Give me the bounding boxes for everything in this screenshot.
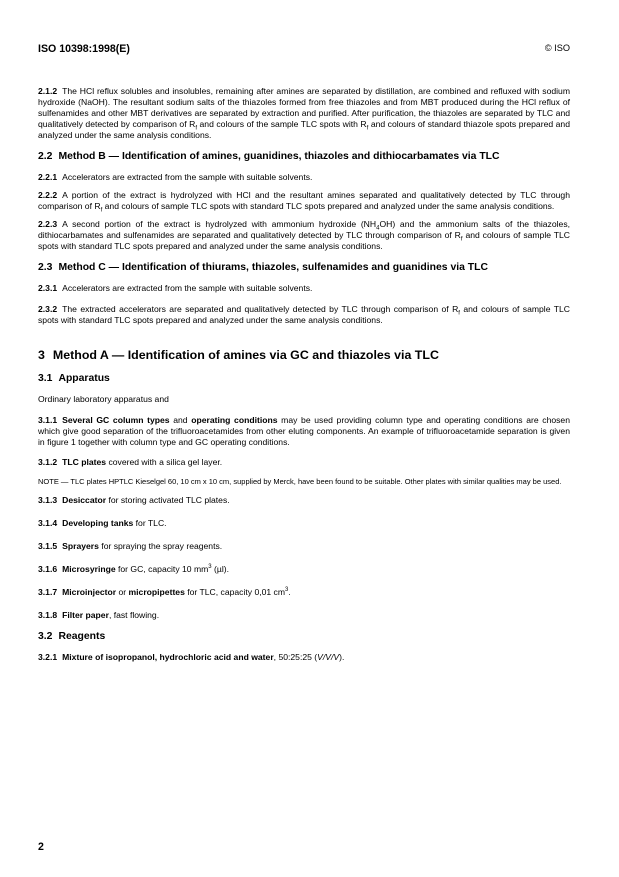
clause-text: for TLC. xyxy=(133,518,167,528)
clause-2-1-2 xyxy=(38,86,570,141)
heading-number: 2.2 xyxy=(38,151,53,162)
clause-text: , fast flowing. xyxy=(108,610,160,620)
clause-2-2-3 xyxy=(38,219,570,252)
clause-number: 3.1.8 xyxy=(38,610,58,620)
clause-3-2-1 xyxy=(38,652,570,663)
clause-number: 3.2.1 xyxy=(38,652,58,662)
clause-text: and colours of standard thiazole spots prepared and analyzed under the same analysis conditions. xyxy=(38,119,570,140)
clause-text: for TLC, capacity 0,01 cm xyxy=(184,587,286,597)
heading-title: Method C — Identification of thiurams, thiazoles, sulfenamides and guanidines via TLC xyxy=(58,262,488,273)
clause-3-1-7 xyxy=(38,587,570,598)
clause-text: Accelerators are extracted from the sample with suitable solvents. xyxy=(62,172,313,182)
clause-text: covered with a silica gel layer. xyxy=(106,457,223,467)
clause-text: and colours of sample TLC spots with standard TLC spots prepared and analyzed under the same analysis conditions. xyxy=(38,304,570,325)
clause-text: for GC, capacity 10 mm xyxy=(115,564,209,574)
clause-text: . xyxy=(288,587,291,597)
clause-text: and colours of sample TLC spots with standard TLC spots prepared and analyzed under the same analysis conditions. xyxy=(102,201,555,211)
clause-2-2-1 xyxy=(38,172,570,183)
clause-number: 3.1.5 xyxy=(38,541,58,551)
heading-number: 3.2 xyxy=(38,631,53,642)
clause-text: for storing activated TLC plates. xyxy=(106,495,230,505)
term-bold: Sprayers xyxy=(62,541,99,551)
term-bold: Developing tanks xyxy=(62,518,134,528)
clause-number: 3.1.1 xyxy=(38,415,58,425)
standard-id: ISO 10398:1998(E) xyxy=(38,43,130,55)
clause-number: 2.2.2 xyxy=(38,190,58,200)
heading-title: Apparatus xyxy=(58,373,110,384)
clause-text: , 50:25:25 ( xyxy=(273,652,318,662)
clause-number: 3.1.4 xyxy=(38,518,58,528)
heading-number: 3 xyxy=(38,348,45,362)
subscript-f: f xyxy=(366,125,369,132)
clause-text: A second portion of the extract is hydrolyzed with ammonium hydroxide (NH xyxy=(62,219,377,229)
clause-number: 2.1.2 xyxy=(38,86,58,96)
ratio-units: V/V/V xyxy=(317,652,340,662)
copyright-mark: © ISO xyxy=(544,43,570,53)
clause-number: 3.1.3 xyxy=(38,495,58,505)
heading-2-2 xyxy=(38,150,570,163)
term-bold: Filter paper xyxy=(62,610,109,620)
clause-3-1-8 xyxy=(38,610,570,621)
clause-3-1-1 xyxy=(38,415,570,448)
clause-text: ). xyxy=(339,652,345,662)
clause-text: (µl). xyxy=(211,564,229,574)
apparatus-intro: Ordinary laboratory apparatus and xyxy=(38,394,169,404)
subscript-4: 4 xyxy=(376,225,380,232)
heading-title: Method A — Identification of amines via GC and thiazoles via TLC xyxy=(52,348,439,362)
clause-text: and colours of the sample TLC spots with R xyxy=(197,119,367,129)
clause-text: Accelerators are extracted from the sample with suitable solvents. xyxy=(62,283,313,293)
clause-number: 2.2.3 xyxy=(38,219,58,229)
clause-text: may be used providing column type and operating conditions are chosen which give good separation of the trifluoroacetamides from other eluting components. An example of trifluoroacetamide separation is given in figure 1 together with column type and GC operating conditions. xyxy=(38,415,570,447)
heading-title: Reagents xyxy=(58,631,106,642)
clause-2-2-2 xyxy=(38,190,570,212)
clause-number: 2.2.1 xyxy=(38,172,58,182)
term-bold: Desiccator xyxy=(62,495,107,505)
heading-3 xyxy=(38,348,570,363)
term-bold: Several GC column types xyxy=(62,415,170,425)
superscript-3: 3 xyxy=(208,564,212,571)
clause-3-1-2 xyxy=(38,457,570,468)
subscript-f: f xyxy=(100,207,103,214)
term-bold: operating conditions xyxy=(191,415,278,425)
heading-3-2 xyxy=(38,630,570,643)
clause-number: 3.1.6 xyxy=(38,564,58,574)
clause-2-3-1 xyxy=(38,283,570,294)
clause-number: 2.3.2 xyxy=(38,304,58,314)
clause-3-1-3 xyxy=(38,495,570,506)
clause-text: or xyxy=(116,587,129,597)
clause-text: for spraying the spray reagents. xyxy=(98,541,223,551)
term-bold: Microinjector xyxy=(62,587,117,597)
subscript-f: f xyxy=(195,125,197,132)
clause-3-1-5 xyxy=(38,541,570,552)
term-bold: micropipettes xyxy=(128,587,185,597)
page-number: 2 xyxy=(38,841,44,853)
page-body xyxy=(38,86,570,670)
clause-text: A portion of the extract is hydrolyzed with HCl and the resultant amines separated and qualitatively detected by TLC through comparison of R xyxy=(38,190,570,211)
term-bold: Microsyringe xyxy=(62,564,116,574)
clause-text: and xyxy=(169,415,192,425)
heading-number: 2.3 xyxy=(38,262,53,273)
note-3-1-2: NOTE — TLC plates HPTLC Kieselgel 60, 10 cm x 10 cm, supplied by Merck, have been found to be suitable. Other plates with similar qualities may be used. xyxy=(38,477,562,486)
clause-text: The HCl reflux solubles and insolubles, remaining after amines are separated by distillation, are combined and refluxed with sodium hydroxide (NaOH). The resultant sodium salts of the thiazoles formed from free thiazoles and from MBT produced during the HCl reflux of sulfenamides and other MBT derivatives are separated by extraction and purified. After purification, the thiazoles are separated by TLC and qualitatively detected by comparison of R xyxy=(38,86,570,129)
heading-number: 3.1 xyxy=(38,373,53,384)
clause-2-3-2 xyxy=(38,304,570,326)
clause-number: 3.1.7 xyxy=(38,587,58,597)
clause-3-1-4 xyxy=(38,518,570,529)
clause-text: The extracted accelerators are separated and qualitatively detected by TLC through comparison of R xyxy=(62,304,459,314)
term-bold: TLC plates xyxy=(62,457,107,467)
heading-3-1 xyxy=(38,372,570,385)
heading-2-3 xyxy=(38,261,570,274)
clause-3-1-6 xyxy=(38,564,570,575)
heading-title: Method B — Identification of amines, guanidines, thiazoles and dithiocarbamates via TLC xyxy=(58,151,500,162)
clause-text: and colours of sample TLC spots with standard TLC spots prepared and analyzed under the same analysis conditions. xyxy=(38,230,570,251)
clause-number: 3.1.2 xyxy=(38,457,58,467)
term-bold: Mixture of isopropanol, hydrochloric acid and water xyxy=(62,652,274,662)
subscript-f: f xyxy=(458,310,460,317)
clause-number: 2.3.1 xyxy=(38,283,58,293)
superscript-3: 3 xyxy=(285,587,289,594)
subscript-f: f xyxy=(460,236,463,243)
clause-text: OH) and the ammonium salts of the thiazoles, dithiocarbamates and sulfenamides are separated and qualitatively detected by TLC through comparison of R xyxy=(38,219,571,240)
